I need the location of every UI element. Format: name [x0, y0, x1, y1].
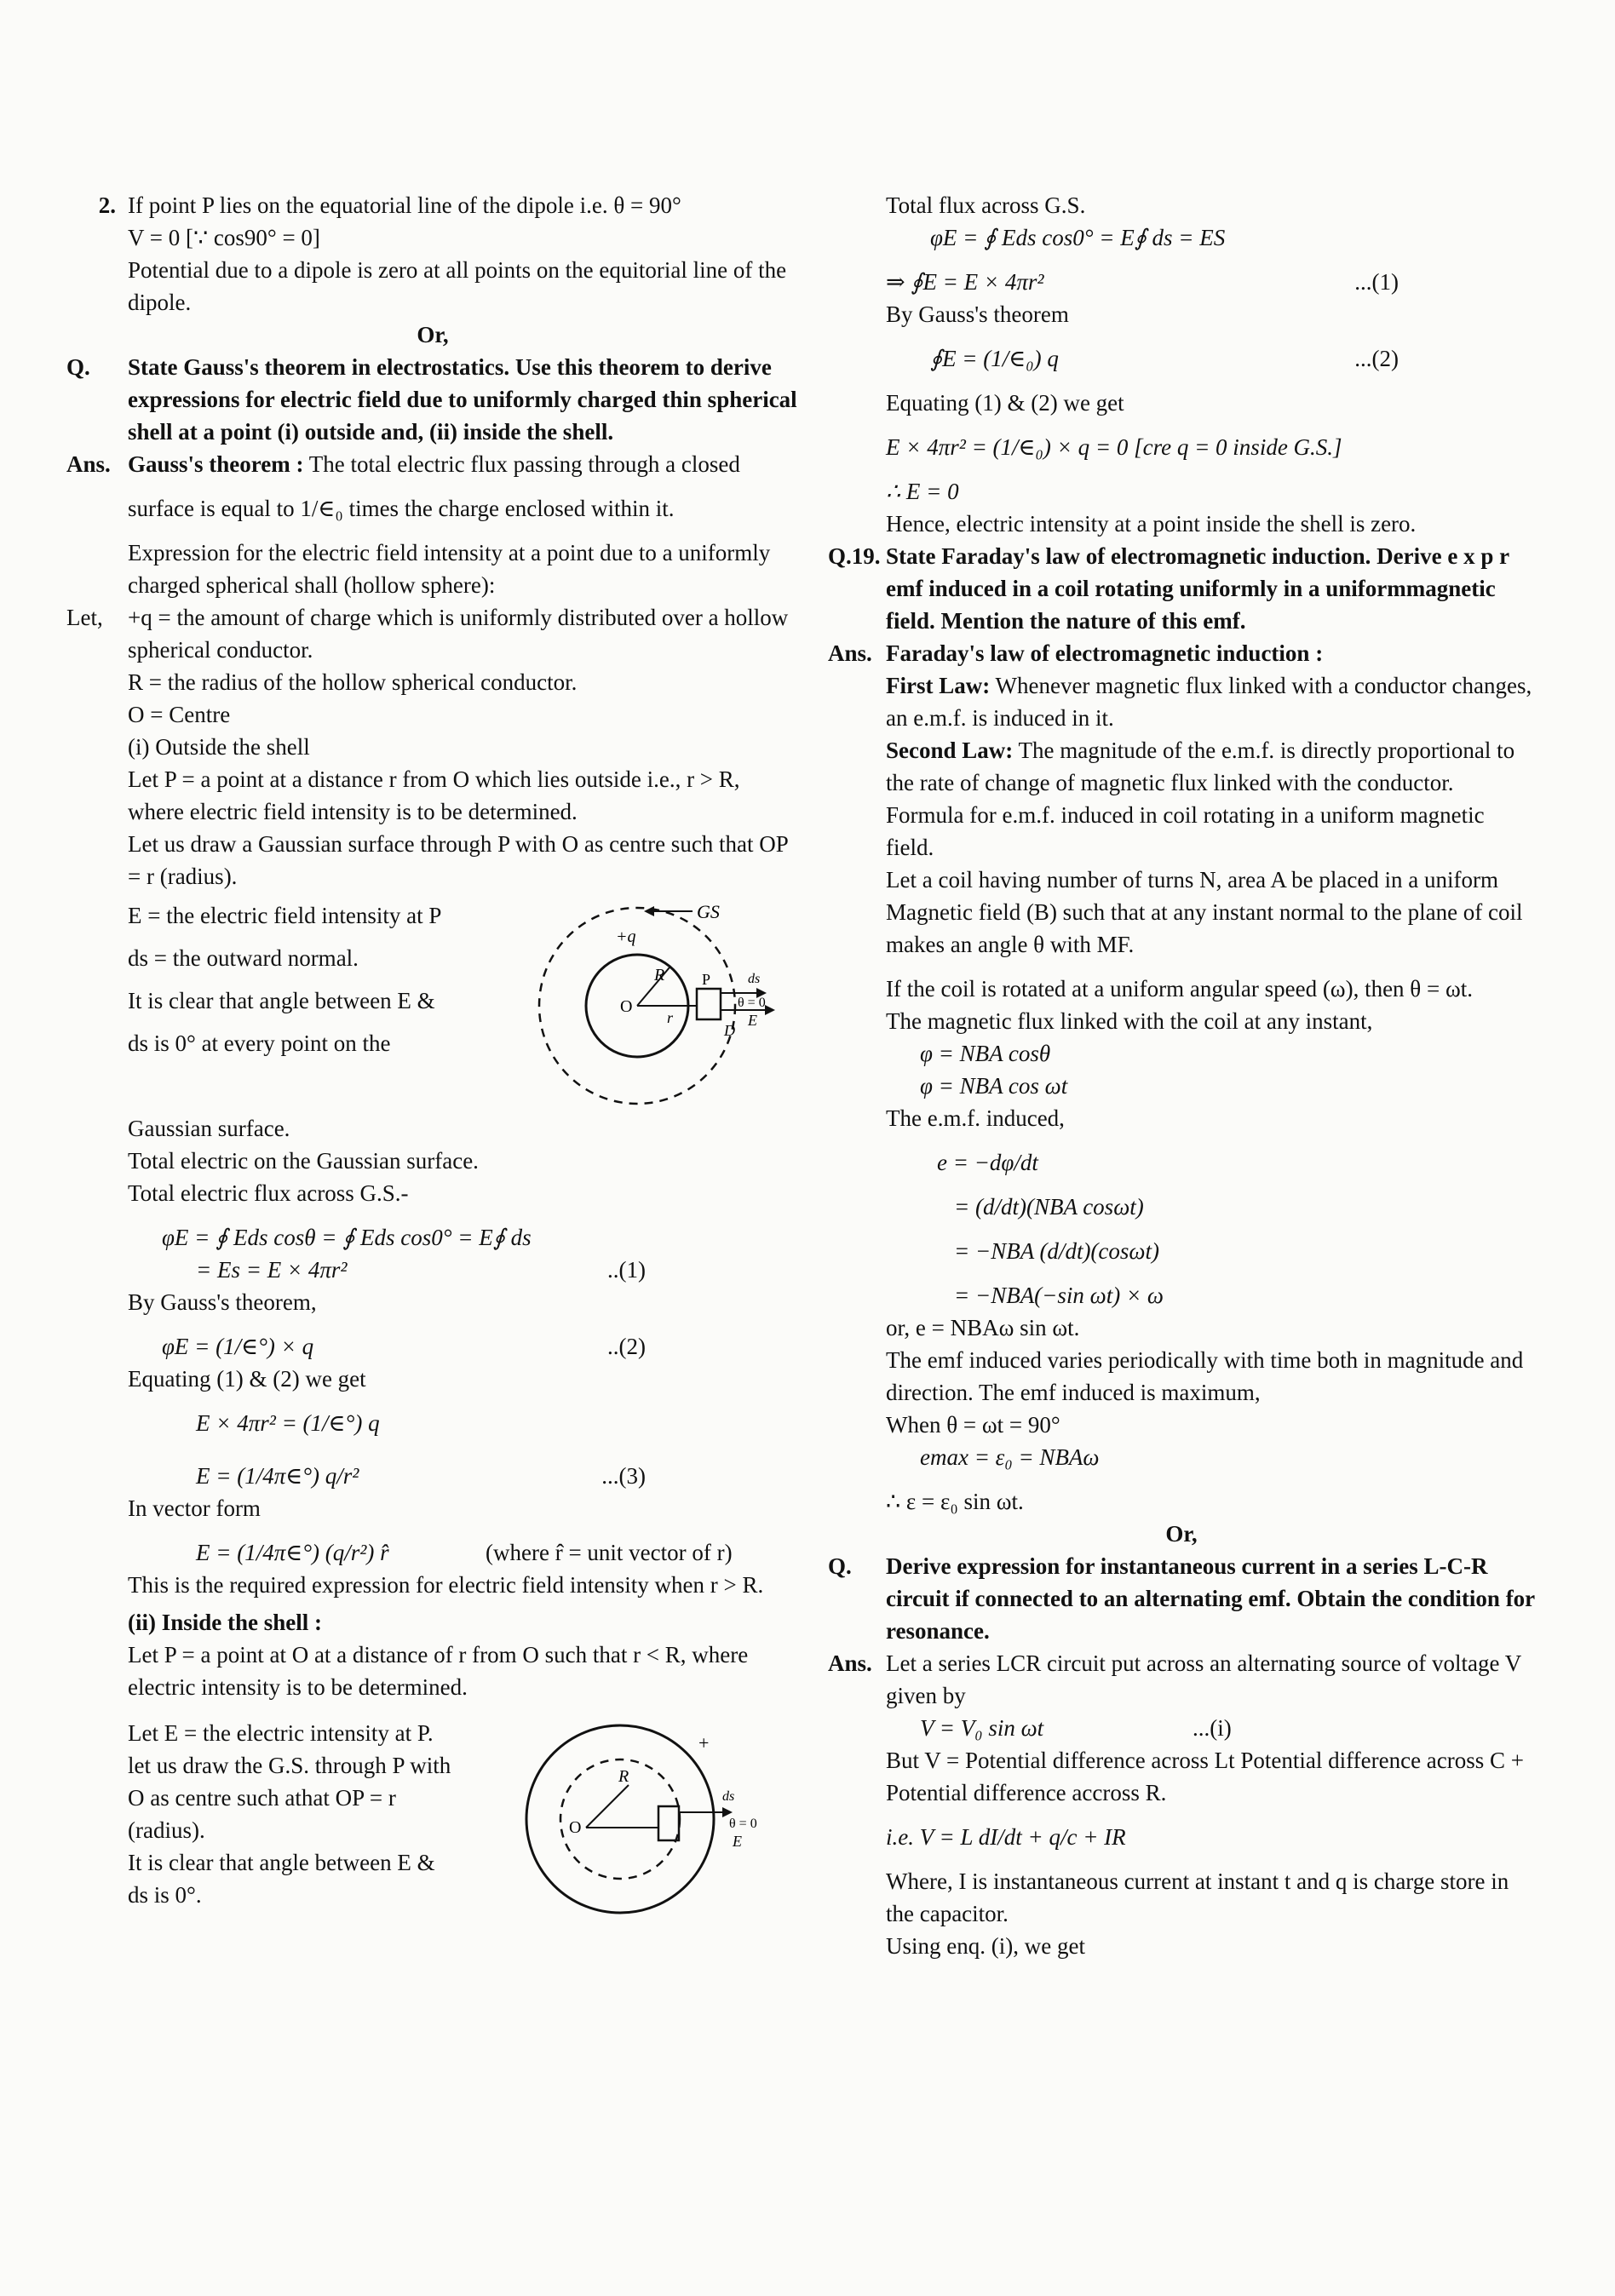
- emf-eq-1: e = −dφ/dt: [937, 1150, 1038, 1175]
- tag-1: ..(1): [607, 1257, 646, 1283]
- question-lcr: [828, 1550, 1535, 1647]
- total-flux-line: Total flux across G.S.: [886, 192, 1086, 218]
- equation-4: E × 4πr² = (1/∈°) q: [196, 1410, 380, 1436]
- r-tag-2: ...(2): [1354, 346, 1399, 371]
- r-label: r: [667, 1009, 674, 1026]
- ds-label-2: ds: [722, 1789, 735, 1804]
- emax-line: emax = ε₀ = NBAω: [920, 1444, 1100, 1470]
- question-label: Q.: [66, 354, 90, 380]
- centre-label-2: O: [569, 1818, 582, 1837]
- equation-2: = Es = E × 4πr²: [196, 1257, 348, 1283]
- theta-label: θ = 0: [738, 996, 766, 1010]
- let-3: O = Centre: [128, 702, 231, 727]
- question-text: State Gauss's theorem in electrostatics. Use this theorem to derive expressions for electric field due to uniformly charged thin spherical shell at a point (i) outside and, (ii) inside the shell.: [128, 354, 797, 445]
- tag-3: ...(3): [601, 1463, 646, 1489]
- plus-label: +: [698, 1732, 710, 1754]
- total-line-1: Total electric on the Gaussian surface.: [128, 1148, 479, 1174]
- unit-vector-note: (where r̂ = unit vector of r): [486, 1540, 733, 1565]
- inside-line-5: (radius).: [128, 1817, 205, 1843]
- gauss-theorem-line: By Gauss's theorem,: [128, 1289, 317, 1315]
- item-2: [66, 189, 799, 254]
- answer-lcr-label: Ans.: [828, 1650, 872, 1676]
- angle-line-2: ds is 0° at every point on the: [128, 1030, 391, 1056]
- lcr-line-1: Let a series LCR circuit put across an alternating source of voltage V given by: [886, 1650, 1521, 1708]
- ds-definition: ds = the outward normal.: [128, 945, 359, 971]
- answer-19-label: Ans.: [828, 640, 872, 666]
- equation-1: φE = ∮ Eds cosθ = ∮ Eds cos0° = E∮ ds: [162, 1225, 532, 1250]
- question-lcr-text: Derive expression for instantaneous current in a series L-C-R circuit if connected to an alternating emf. Obtain the condition for resonance.: [886, 1553, 1535, 1644]
- r-equating-line: Equating (1) & (2) we get: [886, 390, 1124, 416]
- r-equation-1: φE = ∮ Eds cos0° = E∮ ds = ES: [930, 225, 1226, 250]
- e-definition: E = the electric field intensity at P: [128, 903, 442, 928]
- flux-eq-1: φ = NBA cosθ: [920, 1041, 1051, 1066]
- r-tag-1: ...(1): [1354, 269, 1399, 295]
- coil-line: Let a coil having number of turns N, area A be placed in a uniform Magnetic field (B) such that at any instant normal to the plane of coil makes an angle θ with MF.: [886, 867, 1523, 957]
- q19-label: Q.19.: [828, 543, 881, 569]
- item-number: 2.: [98, 192, 116, 218]
- answer-label: Ans.: [66, 451, 111, 477]
- figure-block-2: [66, 1717, 799, 1938]
- answer-text-2: surface is equal to 1/∈₀ times the charge enclosed within it.: [128, 496, 675, 521]
- e-label: E: [748, 1012, 757, 1029]
- inside-line-7: ds is 0°.: [128, 1882, 202, 1908]
- flux-eq-2: φ = NBA cos ωt: [920, 1073, 1068, 1099]
- when-line: When θ = ωt = 90°: [886, 1412, 1060, 1438]
- formula-line: Formula for e.m.f. induced in coil rotating in a uniform magnetic field.: [886, 802, 1485, 860]
- charge-label: +q: [616, 927, 636, 946]
- r-equation-4: E × 4πr² = (1/∈₀) × q = 0 [cre q = 0 inside G.S.]: [886, 434, 1342, 460]
- or-divider-2: Or,: [1165, 1521, 1198, 1547]
- ds-label: ds: [748, 972, 761, 986]
- tag-2: ..(2): [607, 1334, 646, 1359]
- second-law-heading: Second Law:: [886, 738, 1014, 763]
- dipole-conclusion: Potential due to a dipole is zero at all points on the equitorial line of the dipole.: [128, 257, 787, 315]
- radius-line: [637, 967, 670, 1006]
- equation-6: E = (1/4π∈°) (q/r²) r̂: [196, 1540, 389, 1565]
- centre-label: O: [620, 997, 633, 1016]
- rotation-line: If the coil is rotated at a uniform angular speed (ω), then θ = ωt.: [886, 976, 1473, 1002]
- lcr-tag-1: ...(i): [1193, 1715, 1232, 1741]
- inside-line-2: Let E = the electric intensity at P.: [128, 1720, 434, 1746]
- lcr-line-2: But V = Potential difference across Lt Potential difference across C + Potential difference accross R.: [886, 1748, 1525, 1805]
- area-element: [697, 989, 721, 1019]
- flux-line: The magnetic flux linked with the coil at any instant,: [886, 1008, 1373, 1034]
- emf-eq-4: = −NBA(−sin ωt) × ω: [954, 1283, 1164, 1308]
- radius-label: R: [654, 966, 665, 984]
- first-law-text: Whenever magnetic flux linked with a conductor changes, an e.m.f. is induced in it.: [886, 673, 1532, 731]
- answer-text: The total electric flux passing through a closed: [303, 451, 740, 477]
- dipole-line-1: If point P lies on the equatorial line of the dipole i.e. θ = 90°: [128, 192, 681, 218]
- required-expression: This is the required expression for electric field intensity when r > R.: [128, 1572, 764, 1598]
- expression-intro: Expression for the electric field intensity at a point due to a uniformly charged spherical shall (hollow sphere):: [128, 540, 771, 598]
- equation-3: φE = (1/∈°) × q: [162, 1334, 314, 1359]
- let-5: Let P = a point at a distance r from O which lies outside i.e., r > R, where electric field intensity is to be determined.: [128, 766, 740, 824]
- lcr-line-3: Where, I is instantaneous current at instant t and q is charge store in the capacitor.: [886, 1868, 1509, 1926]
- inside-line-6: It is clear that angle between E &: [128, 1850, 435, 1875]
- question-lcr-label: Q.: [828, 1553, 852, 1579]
- dipole-line-2: V = 0 [∵ cos90° = 0]: [128, 225, 320, 250]
- equation-5: E = (1/4π∈°) q/r²: [196, 1463, 359, 1489]
- inside-line-3: let us draw the G.S. through P with: [128, 1753, 451, 1778]
- first-law-heading: First Law:: [886, 673, 991, 698]
- left-column: [66, 189, 799, 1938]
- lcr-line-4: Using enq. (i), we get: [886, 1933, 1085, 1959]
- emf-line: The e.m.f. induced,: [886, 1105, 1065, 1131]
- let-6: Let us draw a Gaussian surface through P with O as centre such that OP = r (radius).: [128, 831, 788, 889]
- lcr-equation-1: V = V₀ sin ωt: [920, 1715, 1044, 1741]
- equating-line: Equating (1) & (2) we get: [128, 1366, 366, 1392]
- inside-line-4: O as centre such athat OP = r: [128, 1785, 396, 1811]
- question-gauss: [66, 351, 799, 448]
- emf-eq-5: or, e = NBAω sin ωt.: [886, 1315, 1080, 1340]
- answer-lcr: [828, 1647, 1535, 1962]
- inside-shell-figure: [509, 1717, 782, 1921]
- r-gauss-line: By Gauss's theorem: [886, 301, 1069, 327]
- emf-eq-3: = −NBA (d/dt)(cosωt): [954, 1238, 1159, 1264]
- emf-eq-2: = (d/dt)(NBA cosωt): [954, 1194, 1144, 1220]
- let-1: +q = the amount of charge which is uniformly distributed over a hollow spherical conductor.: [128, 605, 789, 663]
- gs-label: GS: [697, 901, 720, 922]
- right-column: [828, 189, 1535, 1962]
- area-element-2: [658, 1806, 679, 1840]
- q19-text: State Faraday's law of electromagnetic induction. Derive e x p r emf induced in a coil rotating uniformly in a uniformmagnetic field. Mention the nature of this emf.: [886, 543, 1509, 634]
- answer-19: [828, 637, 1535, 1518]
- hence-line: Hence, electric intensity at a point inside the shell is zero.: [886, 511, 1417, 537]
- figure-block-1: [66, 899, 799, 1112]
- d-label: D: [724, 1022, 735, 1039]
- r-equation-3: ∮E = (1/∈₀) q: [930, 346, 1059, 371]
- final-emf-line: ∴ ε = ε₀ sin ωt.: [886, 1489, 1024, 1514]
- let-2: R = the radius of the hollow spherical conductor.: [128, 669, 578, 695]
- faraday-heading: Faraday's law of electromagnetic induction :: [886, 640, 1324, 666]
- vector-form-line: In vector form: [128, 1495, 261, 1521]
- inside-shell-heading: (ii) Inside the shell :: [128, 1610, 323, 1635]
- inside-line-1: Let P = a point at O at a distance of r from O such that r < R, where electric intensity is to be determined.: [128, 1642, 749, 1700]
- lcr-equation-2: i.e. V = L dI/dt + q/c + IR: [886, 1824, 1126, 1850]
- vary-line: The emf induced varies periodically with time both in magnitude and direction. The emf induced is maximum,: [886, 1347, 1524, 1405]
- gaussian-surface-figure: [526, 899, 782, 1112]
- question-19: [828, 540, 1535, 637]
- shell-circle-2: [526, 1725, 714, 1913]
- theta-label-2: θ = 0: [729, 1817, 757, 1831]
- let-label: Let,: [66, 605, 103, 630]
- point-p-label: P: [702, 971, 711, 988]
- answer-heading: Gauss's theorem :: [128, 451, 304, 477]
- r-equation-2: ⇒ ∮E = E × 4πr²: [886, 269, 1044, 295]
- or-divider-1: Or,: [417, 322, 449, 347]
- radius-label-2: R: [618, 1767, 629, 1786]
- second-law-text: The magnitude of the e.m.f. is directly proportional to the rate of change of magnetic flux linked with the conductor.: [886, 738, 1515, 795]
- angle-line-3: Gaussian surface.: [128, 1116, 290, 1141]
- e-label-2: E: [733, 1833, 742, 1850]
- let-block: [66, 601, 799, 893]
- answer-gauss: [66, 448, 799, 480]
- total-line-2: Total electric flux across G.S.-: [128, 1180, 409, 1206]
- r-equation-5: ∴ E = 0: [886, 479, 959, 504]
- angle-line-1: It is clear that angle between E &: [128, 988, 435, 1013]
- let-4: (i) Outside the shell: [128, 734, 310, 760]
